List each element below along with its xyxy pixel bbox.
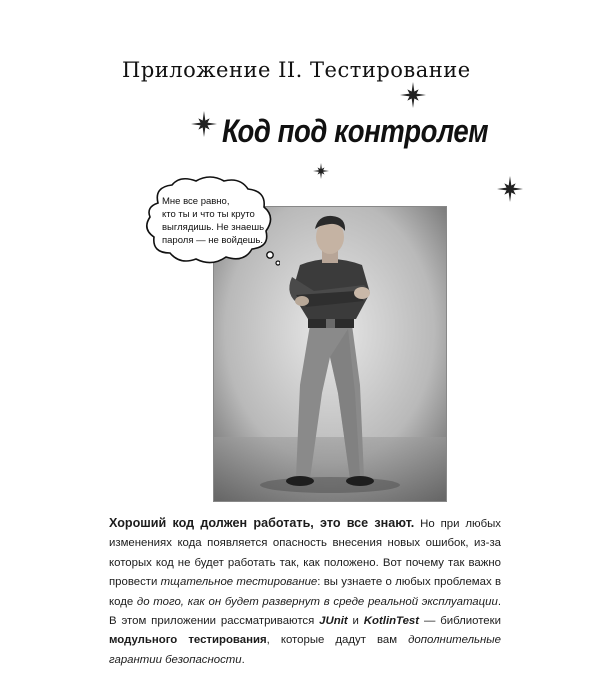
text-run: : вы узнаете о любых проблемах в коде (109, 576, 501, 608)
lead-sentence: Хороший код должен работать, это все знают. (109, 516, 415, 530)
sparkle-star-icon (400, 82, 426, 108)
strong-emphasis: JUnit (319, 615, 348, 628)
emphasis: тщательное тестирование (160, 576, 318, 589)
thought-line: пароля — не войдешь. (162, 235, 263, 246)
thought-line: выглядишь. Не знаешь (162, 222, 265, 233)
chapter-title: Код под контролем (222, 113, 489, 149)
text-run: , которые дадут вам (266, 634, 409, 647)
text-run: . В этом приложении рассматриваются (109, 595, 501, 628)
text-run: Но при любых изменениях кода появляется опасность внесения новых ошибок, из-за которых код не будет работать так, как положено. Вот почему так важно провести (109, 518, 501, 589)
text-run: и (347, 615, 364, 628)
strong: модульного тестирования (109, 634, 267, 647)
strong-emphasis: KotlinTest (363, 615, 420, 628)
sparkle-star-icon (191, 111, 217, 137)
intro-paragraph (109, 514, 501, 670)
emphasis: дополнительные гарантии безопасности (109, 634, 501, 666)
sparkle-star-icon (313, 163, 329, 179)
thought-bubble-text (162, 195, 282, 247)
text-run: — библиотеки (419, 615, 501, 628)
emphasis: до того, как он будет развернут в среде реальной эксплуатации (136, 595, 498, 608)
thought-line: Мне все равно, (162, 196, 230, 207)
appendix-title: Приложение II. Тестирование (122, 58, 471, 82)
text-run: . (241, 653, 245, 666)
thought-line: кто ты и что ты круто (162, 209, 255, 220)
sparkle-star-icon (497, 176, 523, 202)
